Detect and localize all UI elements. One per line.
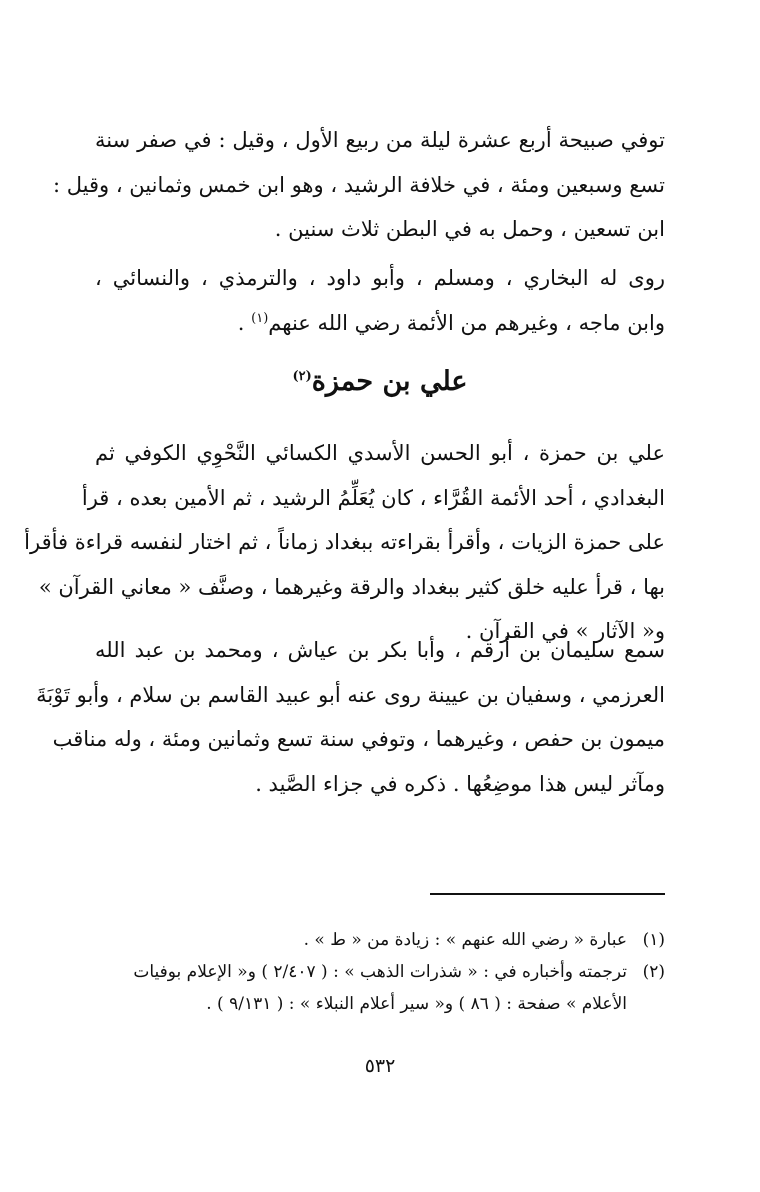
footnote-ref-1: (١)	[251, 310, 269, 326]
footnote-text: ترجمته وأخباره في : « شذرات الذهب » : ( ٢/٤٠٧ ) و« الإعلام بوفيات	[133, 962, 627, 982]
section-heading	[95, 362, 665, 402]
heading-text: علي بن حمزة	[311, 366, 468, 397]
text-line: و« الآثار » في القرآن .	[465, 619, 665, 643]
text-line: البغدادي ، أحد الأئمة القُرَّاء ، كان يُعَلِّمُ الرشيد ، ثم الأمين بعده ، قرأ	[81, 485, 665, 510]
footnote-text: الأعلام » صفحة : ( ٨٦ ) و« سير أعلام النبلاء » : ( ٩/١٣١ ) .	[206, 994, 627, 1014]
paragraph-teachers	[36, 628, 665, 806]
text-line: العرزمي ، وسفيان بن عيينة روى عنه أبو عبيد القاسم بن سلام ، وأبو تَوْبَةَ	[36, 682, 665, 707]
text-line: علي بن حمزة ، أبو الحسن الأسدي الكسائي النَّحْوِي الكوفي ثم	[95, 441, 665, 465]
text-line: توفي صبيحة أربع عشرة ليلة من ربيع الأول ، وقيل : في صفر سنة	[95, 128, 665, 152]
text-line: ومآثر ليس هذا موضِعُها . ذكره في جزاء الصَّيد .	[255, 771, 665, 796]
text-line: على حمزة الزيات ، وأقرأ بقراءته ببغداد زماناً ، ثم اختار لنفسه قراءة فأقرأ	[24, 530, 665, 554]
paragraph-death	[53, 118, 665, 252]
text-line: ميمون بن حفص ، وغيرهما ، وتوفي سنة تسع وثمانين ومئة ، وله مناقب	[52, 727, 665, 751]
footnote-item	[95, 956, 665, 1020]
paragraph-narrators	[95, 256, 665, 345]
footnote-ref-2: (٢)	[292, 369, 312, 384]
text-line: بها ، قرأ عليه خلق كثير ببغداد والرقة وغيرهما ، وصنَّف « معاني القرآن »	[38, 574, 665, 599]
paragraph-biography	[24, 431, 665, 654]
footnote-text: عبارة « رضي الله عنهم » : زيادة من « ط » .	[303, 930, 627, 950]
text-line: روى له البخاري ، ومسلم ، وأبو داود ، والترمذي ، والنسائي ،	[95, 266, 665, 290]
text-line: ابن تسعين ، وحمل به في البطن ثلاث سنين .	[274, 217, 665, 241]
footnote-item	[95, 924, 665, 956]
text-line: سمع سليمان بن أرقم ، وأبا بكر بن عياش ، ومحمد بن عبد الله	[95, 638, 665, 662]
page-number: ٥٣٢	[364, 1055, 396, 1077]
footnote-divider	[430, 893, 665, 895]
footnote-number: (١)	[642, 930, 665, 950]
footnote-number: (٢)	[642, 962, 665, 982]
text-line: وابن ماجه ، وغيرهم من الأئمة رضي الله عنهم$^{(١)}$ .	[237, 310, 665, 335]
footnotes	[95, 924, 665, 1020]
text-line: تسع وسبعين ومئة ، في خلافة الرشيد ، وهو ابن خمس وثمانين ، وقيل :	[53, 172, 665, 197]
